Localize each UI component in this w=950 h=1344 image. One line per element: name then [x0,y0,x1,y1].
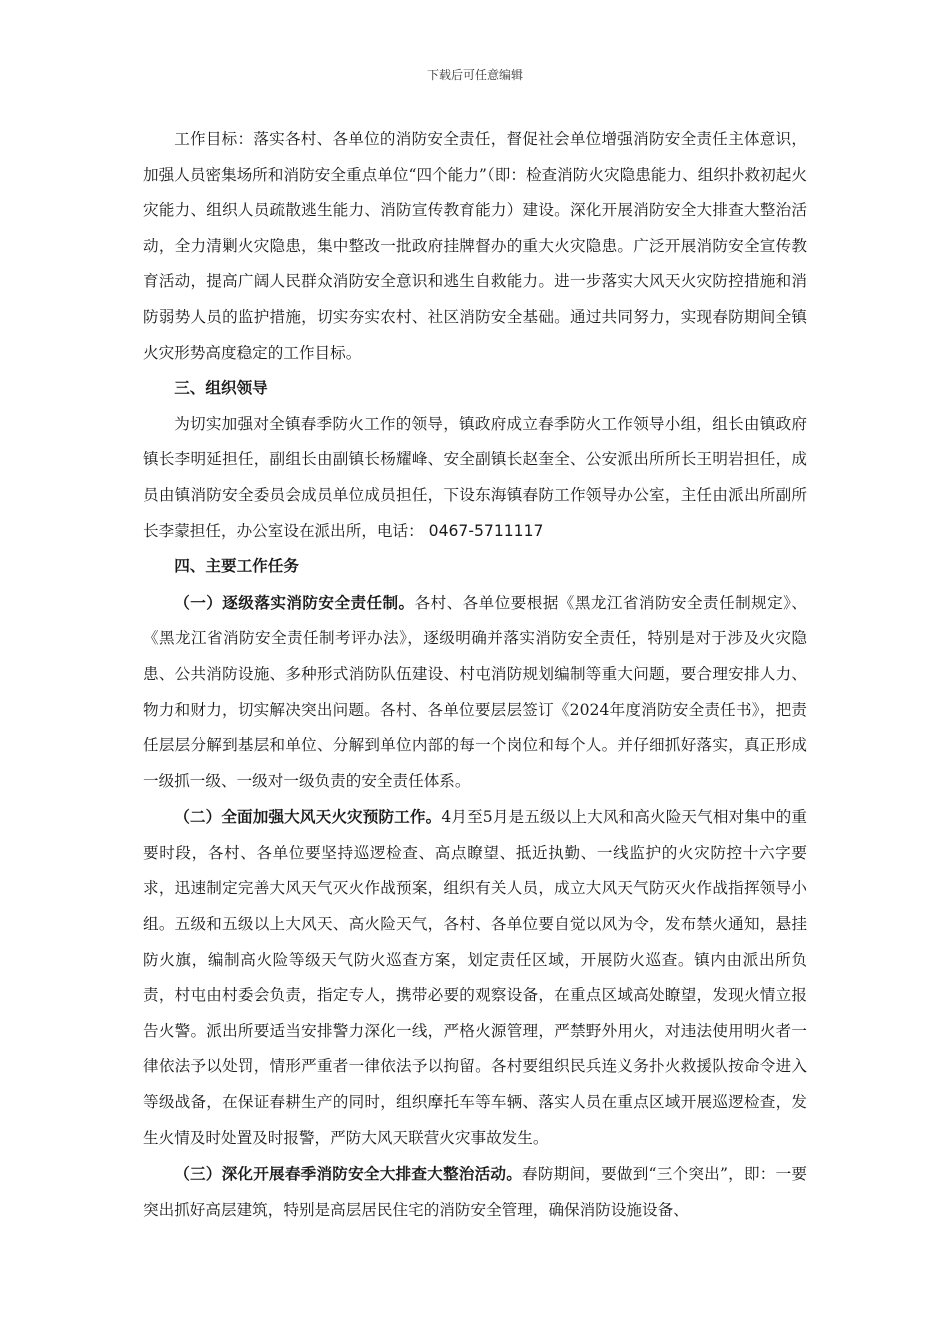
page-header: 下载后可任意编辑 [426,68,523,82]
section-heading-organization: 三、组织领导 [174,379,268,398]
goal-paragraph: 工作目标：落实各村、各单位的消防安全责任，督促社会单位增强消防安全责任主体意识，加强人员密集场所和消防安全重点单位“四个能力”（即：检查消防火灾隐患能力、组织扑救初起火灾能力、组织人员疏散逃生能力、消防宣传教育能力）建设。深化开展消防安全大排查大整治活动，全力清剿火灾隐患，集中整改一批政府挂牌督办的重大火灾隐患。广泛开展消防安全宣传教育活动，提高广阔人民群众消防安全意识和逃生自救能力。进一步落实大风天火灾防控措施和消防弱势人员的监护措施，切实夯实农村、社区消防安全基础。通过共同努力，实现春防期间全镇火灾形势高度稳定的工作目标。 [143,130,807,362]
task-item-2 [143,799,807,1156]
task-item-3-lead: （三）深化开展春季消防安全大排查大整治活动。 [174,1164,523,1184]
phone-number: 0467-5711117 [423,521,544,540]
organization-text: 为切实加强对全镇春季防火工作的领导，镇政府成立春季防火工作领导小组，组长由镇政府镇长李明延担任，副组长由副镇长杨耀峰、安全副镇长赵奎全、公安派出所所长王明岩担任，成员由镇消防安全委员会成员单位成员担任，下设东海镇春防工作领导办公室，主任由派出所副所长李蒙担任，办公室设在派出所，电话： [143,414,807,540]
task-item-3 [143,1156,807,1228]
task-item-1-lead: （一）逐级落实消防安全责任制。 [174,592,415,612]
document-body [143,122,807,1228]
organization-paragraph [143,407,807,549]
task-item-2-text: 4月至5月是五级以上大风和高火险天气相对集中的重要时段，各村、各单位要坚持巡逻检查、高点瞭望、抵近执勤、一线监护的火灾防控十六字要求，迅速制定完善大风天气灭火作战预案，组织有关人员，成立大风天气防灭火作战指挥领导小组。五级和五级以上大风天、高火险天气，各村、各单位要自觉以风为令，发布禁火通知，悬挂防火旗，编制高火险等级天气防火巡查方案，划定责任区域，开展防火巡查。镇内由派出所负责，村屯由村委会负责，指定专人，携带必要的观察设备，在重点区域高处瞭望，发现火情立报告火警。派出所要适当安排警力深化一线，严格火源管理，严禁野外用火，对违法使用明火者一律依法予以处罚，情形严重者一律依法予以拘留。各村要组织民兵连义务扑火救援队按命令进入等级战备，在保证春耕生产的同时，组织摩托车等车辆、落实人员在重点区域开展巡逻检查，发生火情及时处置及时报警，严防大风天联营火灾事故发生。 [143,808,807,1147]
task-item-3-text: 春防期间，要做到“三个突出”，即：一要突出抓好高层建筑，特别是高层居民住宅的消防安全管理，确保消防设施设备、 [143,1165,807,1219]
task-item-1 [143,585,807,800]
section-heading-tasks: 四、主要工作任务 [174,557,299,576]
task-item-1-text: 各村、各单位要根据《黑龙江省消防安全责任制规定》、《黑龙江省消防安全责任制考评办法》，逐级明确并落实消防安全责任，特别是对于涉及火灾隐患、公共消防设施、多种形式消防队伍建设、村屯消防规划编制等重大问题，要合理安排人力、物力和财力，切实解决突出问题。各村、各单位要层层签订《2024年度消防安全责任书》，把责任层层分解到基层和单位、分解到单位内部的每一个岗位和每个人。并仔细抓好落实，真正形成一级抓一级、一级对一级负责的安全责任体系。 [143,593,807,790]
task-item-2-lead: （二）全面加强大风天火灾预防工作。 [174,807,442,827]
